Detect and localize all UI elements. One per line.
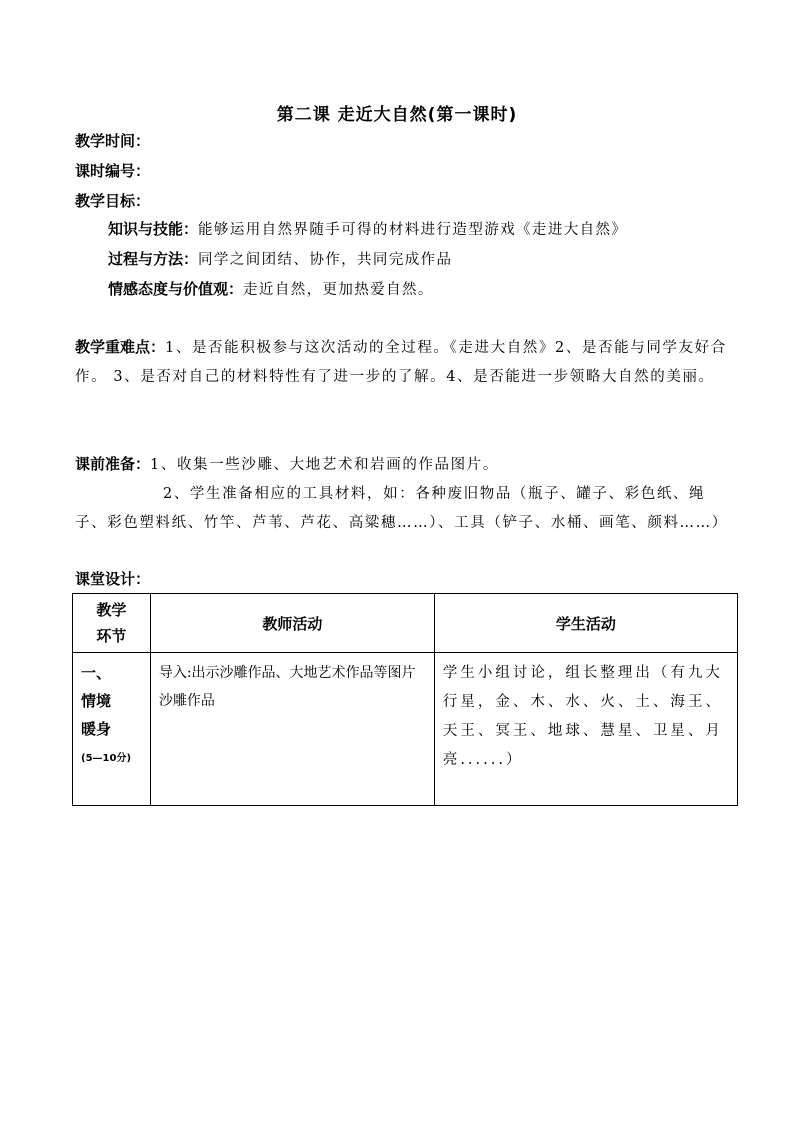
table-row xyxy=(73,653,738,806)
goal-emotion-label: 情感态度与价值观： xyxy=(108,280,244,298)
key-points xyxy=(75,333,735,392)
header-stage xyxy=(73,594,151,653)
goal-knowledge-label: 知识与技能： xyxy=(108,220,199,238)
preparation xyxy=(75,450,735,538)
design-label: 课堂设计： xyxy=(75,570,151,588)
stage-cell xyxy=(73,653,151,806)
header-student-activity: 学生活动 xyxy=(434,594,737,653)
stage-time: (5—10分) xyxy=(81,753,132,764)
header-stage-line2: 环节 xyxy=(96,627,127,645)
stage-name-line2: 暖身 xyxy=(81,720,112,738)
preparation-item-1: 1、收集一些沙雕、大地艺术和岩画的作品图片。 xyxy=(150,457,499,473)
goal-process xyxy=(108,248,452,269)
header-teacher-activity: 教师活动 xyxy=(150,594,434,653)
header-stage-line1: 教学 xyxy=(96,601,127,619)
goal-knowledge-text: 能够运用自然界随手可得的材料进行造型游戏《走进大自然》 xyxy=(198,222,628,238)
teacher-activity-cell: 导入:出示沙雕作品、大地艺术作品等图片沙雕作品 xyxy=(150,653,434,806)
teaching-goals-label: 教学目标： xyxy=(75,192,151,210)
goal-process-label: 过程与方法： xyxy=(108,250,199,268)
teaching-time-label: 教学时间： xyxy=(75,132,151,150)
stage-name-line1: 情境 xyxy=(81,692,112,710)
key-points-label: 教学重难点： xyxy=(75,338,166,356)
goal-emotion-text: 走近自然，更加热爱自然。 xyxy=(243,282,434,298)
table-header-row xyxy=(73,594,738,653)
stage-number: 一、 xyxy=(81,664,112,682)
lesson-number-label: 课时编号： xyxy=(75,162,151,180)
preparation-label: 课前准备： xyxy=(75,455,151,473)
goal-knowledge xyxy=(108,218,627,239)
goal-emotion xyxy=(108,278,434,299)
preparation-item-2: 2、学生准备相应的工具材料，如：各种废旧物品（瓶子、罐子、彩色纸、绳子、彩色塑料纸、竹竿、芦苇、芦花、高粱穗……）、工具（铲子、水桶、画笔、颜料……） xyxy=(75,486,728,531)
page-title: 第二课 走近大自然(第一课时) xyxy=(276,105,518,125)
goal-process-text: 同学之间团结、协作，共同完成作品 xyxy=(198,252,453,268)
key-points-text: 1、是否能积极参与这次活动的全过程。《走进大自然》2、是否能与同学友好合作。 3、是否对自己的材料特性有了进一步的了解。4、是否能进一步领略大自然的美丽。 xyxy=(75,340,727,385)
student-activity-cell: 学生小组讨论，组长整理出（有九大行星，金、木、水、火、土、海王、天王、冥王、地球、慧星、卫星、月亮......） xyxy=(434,653,737,806)
lesson-design-table xyxy=(72,593,738,806)
